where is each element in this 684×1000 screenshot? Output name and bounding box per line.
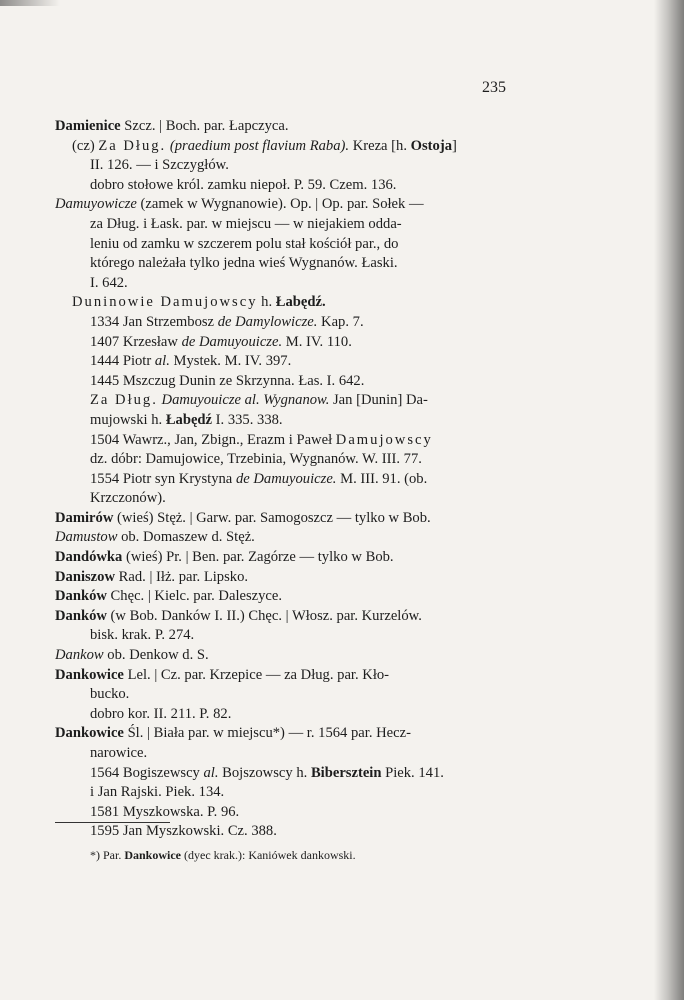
entry-line: i Jan Rajski. Piek. 134. — [90, 784, 225, 801]
entry-dankow: Danków Chęc. | Kielc. par. Daleszyce. — [55, 588, 283, 605]
family-heading: Duninowie Damujowscy h. Łabędź. — [72, 294, 326, 311]
page-number: 235 — [482, 79, 506, 96]
entry-daniszow: Daniszow Rad. | Iłż. par. Lipsko. — [55, 568, 249, 585]
scan-edge-shadow-right — [654, 0, 684, 1000]
entry-line: 1504 Wawrz., Jan, Zbign., Erazm i Paweł Damujowscy — [90, 431, 433, 448]
entry-line: dz. dóbr: Damujowice, Trzebinia, Wygnanów. W. III. 77. — [90, 451, 422, 468]
entry-line: 1334 Jan Strzembosz de Damylowicze. Kap. 7. — [90, 313, 364, 330]
footnote-rule — [55, 822, 170, 823]
entry-line: II. 126. — i Szczygłów. — [90, 157, 229, 174]
entry-line: 1444 Piotr al. Mystek. M. IV. 397. — [90, 353, 292, 370]
entry-line: mujowski h. Łabędź I. 335. 338. — [90, 411, 283, 428]
entry-line: 1445 Mszczug Dunin ze Skrzynna. Łas. I. 642. — [90, 372, 365, 389]
entry-dankow-denkow: Dankow ob. Denkow d. S. — [55, 647, 209, 664]
entry-line: Krzczonów). — [90, 490, 166, 507]
entry-line: 1554 Piotr syn Krystyna de Damuyouicze. M. III. 91. (ob. — [90, 470, 428, 487]
entry-line: za Dług. i Łask. par. w miejscu — w niejakiem odda- — [90, 215, 402, 232]
entry-line: leniu od zamku w szczerem polu stał kościół par., do — [90, 235, 399, 252]
entry-dankowice-sl: Dankowice Śl. | Biała par. w miejscu*) — r. 1564 par. Hecz- — [55, 725, 411, 742]
entry-line: 1581 Myszkowska. P. 96. — [90, 803, 240, 820]
entry-damirow: Damirów (wieś) Stęż. | Garw. par. Samogoszcz — tylko w Bob. — [55, 509, 431, 526]
entry-dankow-bob: Danków (w Bob. Danków I. II.) Chęc. | Włosz. par. Kurzelów. — [55, 607, 422, 624]
footnote: *) Par. Dankowice (dyec krak.): Kaniówek dankowski. — [90, 848, 356, 862]
entry-line: bucko. — [90, 686, 130, 703]
entry-dandowka: Dandówka (wieś) Pr. | Ben. par. Zagórze — tylko w Bob. — [55, 549, 394, 566]
entry-line: którego należała tylko jedna wieś Wygnanów. Łaski. — [90, 255, 398, 272]
entry-damienice: Damienice Szcz. | Boch. par. Łapczyca. — [55, 118, 289, 134]
entry-line: narowice. — [90, 745, 148, 761]
entry-line: I. 642. — [90, 274, 128, 291]
entry-damuyowicze: Damuyowicze (zamek w Wygnanowie). Op. | Op. par. Sołek — — [55, 196, 424, 213]
entry-line: Za Dług. Damuyouicze al. Wygnanow. Jan [Dunin] Da- — [90, 392, 428, 409]
entry-line: 1407 Krzesław de Damuyouicze. M. IV. 110. — [90, 333, 352, 350]
entry-line: 1564 Bogiszewscy al. Bojszowscy h. Bibersztein Piek. 141. — [90, 764, 444, 781]
gazetteer-text — [55, 117, 515, 842]
entry-line: dobro kor. II. 211. P. 82. — [90, 705, 232, 722]
scan-edge-shadow-top — [0, 0, 60, 6]
entry-line: (cz) Za Dług. (praedium post flavium Raba). Kreza [h. Ostoja] — [72, 137, 457, 154]
entry-line: 1595 Jan Myszkowski. Cz. 388. — [90, 823, 277, 840]
entry-line: dobro stołowe król. zamku niepoł. P. 59. Czem. 136. — [90, 176, 397, 193]
entry-dankowice-lel: Dankowice Lel. | Cz. par. Krzepice — za Dług. par. Kło- — [55, 666, 390, 683]
entry-line: bisk. krak. P. 274. — [90, 627, 195, 644]
entry-damustow: Damustow ob. Domaszew d. Stęż. — [55, 529, 255, 546]
